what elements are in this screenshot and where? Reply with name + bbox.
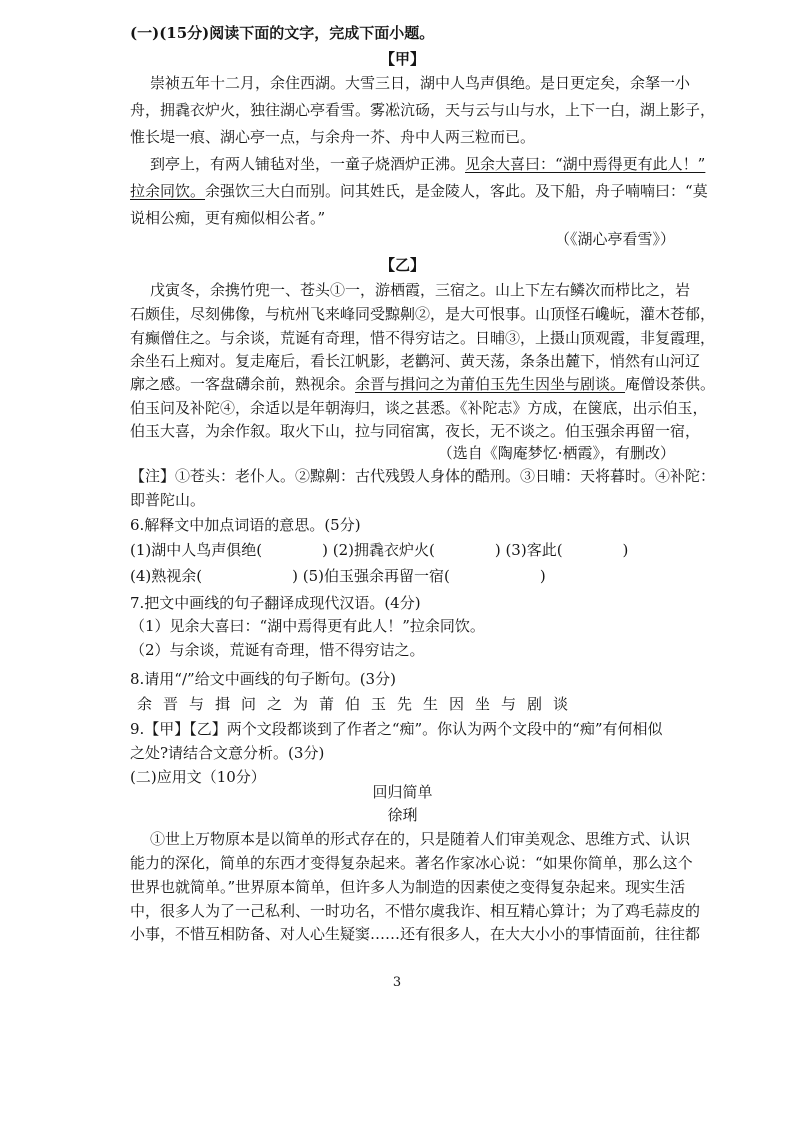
yi-line-5-tail: 庵僧设茶供。 bbox=[625, 375, 716, 393]
yi-line-3: 有癫僧住之。与余谈，荒诞有奇理，惜不得穷诘之。日晡③，上摄山顶观霞，非复霞理， bbox=[130, 329, 716, 347]
jia-line-4-text: 到亭上，有两人铺毡对坐，一童子烧酒炉正沸。 bbox=[150, 155, 466, 173]
yi-line-1: 戊寅冬，余携竹兜一、苍头①一，游栖霞，三宿之。山上下左右鳞次而栉比之，岩 bbox=[150, 281, 691, 299]
jia-underlined-sentence-part2: 拉余同饮。 bbox=[130, 182, 206, 200]
article-line-1: ①世上万物原本是以简单的形式存在的，只是随着人们审美观念、思维方式、认识 bbox=[150, 830, 691, 848]
page-number: 3 bbox=[392, 975, 402, 990]
question-9-line-2: 之处?请结合文意分析。(3分) bbox=[130, 744, 325, 762]
jia-line-5-text: 余强饮三大白而别。问其姓氏，是金陵人，客此。及下船，舟子喃喃曰：“莫 bbox=[205, 182, 708, 200]
article-line-3: 世界也就简单。”世界原本简单，但许多人为制造的因素使之变得复杂起来。现实生活 bbox=[130, 878, 686, 896]
jia-line-3: 惟长堤一痕、湖心亭一点，与余舟一芥、舟中人两三粒而已。 bbox=[130, 128, 536, 146]
article-line-5: 小事，不惜互相防备、对人心生疑窦……还有很多人，在大大小小的事情面前，往往都 bbox=[130, 925, 701, 943]
annotation-line-2: 即普陀山。 bbox=[130, 491, 206, 509]
question-6-stem: 6.解释文中加点词语的意思。(5分) bbox=[130, 516, 361, 534]
question-7-stem: 7.把文中画线的句子翻译成现代汉语。(4分) bbox=[130, 594, 421, 612]
question-6-row-1: (1)湖中人鸟声俱绝( ) (2)拥毳衣炉火( ) (3)客此( ) bbox=[130, 541, 629, 559]
yi-underlined-sentence: 余晋与揖问之为莆伯玉先生因坐与剧谈。 bbox=[355, 375, 626, 393]
section2-heading: (二)应用文（10分） bbox=[130, 768, 266, 786]
jia-line-4 bbox=[150, 153, 705, 175]
article-line-2: 能力的深化，简单的东西才变得复杂起来。著名作家冰心说：“如果你简单，那么这个 bbox=[130, 854, 693, 872]
section1-heading: (一)(15分)阅读下面的文字，完成下面小题。 bbox=[130, 24, 435, 42]
question-7-item-1: （1）见余大喜曰：“湖中焉得更有此人！”拉余同饮。 bbox=[130, 617, 485, 635]
yi-line-4: 余坐石上痴对。复走庵后，看长江帆影，老鹳河、黄天荡，条条出麓下，悄然有山河辽 bbox=[130, 352, 701, 370]
yi-line-5 bbox=[130, 373, 715, 395]
yi-line-6: 伯玉问及补陀④，余适以是年朝海归，谈之甚悉。《补陀志》方成，在箧底，出示伯玉， bbox=[130, 399, 708, 417]
question-7-item-2: （2）与余谈，荒诞有奇理，惜不得穷诘之。 bbox=[130, 641, 425, 659]
article-title: 回归简单 bbox=[372, 783, 433, 801]
question-6-row-2: (4)熟视余( ) (5)伯玉强余再留一宿( ) bbox=[130, 567, 546, 585]
yi-line-5-text: 廓之感。一客盘礴余前，熟视余。 bbox=[130, 375, 356, 393]
question-8-sentence: 余晋与揖问之为莆伯玉先生因坐与剧谈 bbox=[137, 695, 580, 713]
yi-line-2: 石颇佳，尽刻佛像，与杭州飞来峰同受黥劓②，是大可恨事。山顶怪石巉岏，灌木苍郁， bbox=[130, 305, 716, 323]
jia-line-2: 舟，拥毳衣炉火，独往湖心亭看雪。雾凇沆砀，天与云与山与水，上下一白，湖上影子， bbox=[130, 101, 716, 119]
jia-underlined-sentence-part1: 见余大喜曰：“湖中焉得更有此人！” bbox=[465, 155, 706, 173]
passage-jia-title: 【甲】 bbox=[379, 50, 425, 68]
jia-line-6: 说相公痴，更有痴似相公者。” bbox=[130, 209, 326, 227]
yi-line-7: 伯玉大喜，为余作叙。取火下山，拉与同宿寓，夜长，无不谈之。伯玉强余再留一宿， bbox=[130, 422, 701, 440]
jia-line-1: 崇祯五年十二月，余住西湖。大雪三日，湖中人鸟声俱绝。是日更定矣，余拏一小 bbox=[150, 74, 691, 92]
article-author: 徐琍 bbox=[387, 806, 418, 824]
jia-source: （《湖心亭看雪》） bbox=[554, 230, 675, 248]
yi-source: （选自《陶庵梦忆·栖霞》，有删改） bbox=[437, 444, 675, 462]
article-line-4: 中，很多人为了一己私利、一时功名，不惜尔虞我诈、相互精心算计；为了鸡毛蒜皮的 bbox=[130, 902, 701, 920]
question-9-line-1: 9.【甲】【乙】两个文段都谈到了作者之“痴”。你认为两个文段中的“痴”有何相似 bbox=[130, 720, 663, 738]
passage-yi-title: 【乙】 bbox=[379, 256, 425, 274]
jia-line-5 bbox=[130, 180, 708, 202]
annotation-line-1: 【注】①苍头：老仆人。②黥劓：古代残毁人身体的酷刑。③日晡：天将暮时。④补陀： bbox=[130, 467, 716, 485]
question-8-stem: 8.请用“/”给文中画线的句子断句。(3分) bbox=[130, 670, 396, 688]
